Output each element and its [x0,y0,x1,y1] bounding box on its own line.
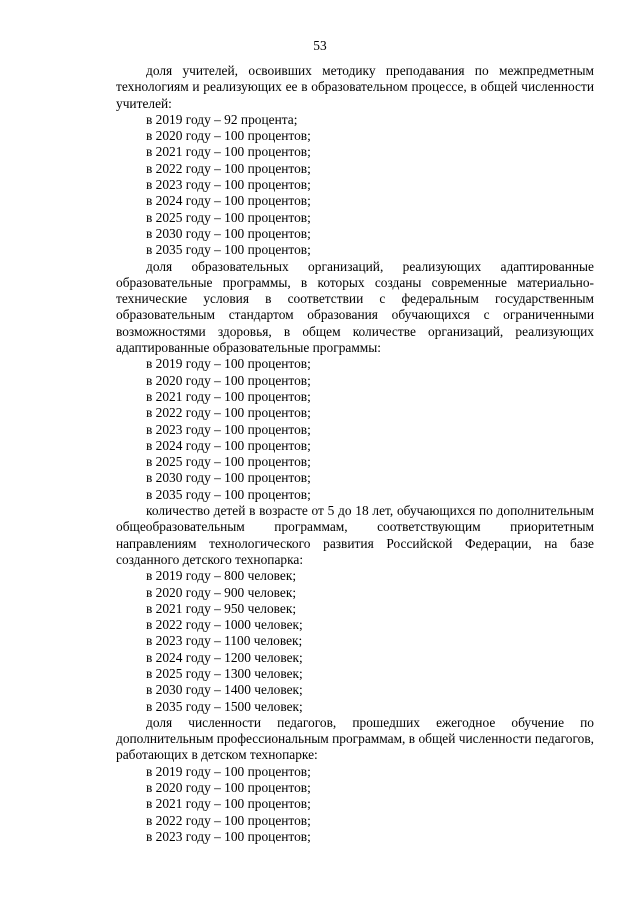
year-value-line: в 2022 году – 1000 человек; [146,617,303,633]
year-value-line: в 2022 году – 100 процентов; [146,160,311,176]
year-value-line: в 2035 году – 1500 человек; [146,698,303,714]
year-value-line: в 2020 году – 100 процентов; [146,780,311,796]
year-value-line: в 2025 году – 100 процентов; [146,454,311,470]
year-value-line: в 2022 году – 100 процентов; [146,812,311,828]
year-value-line: в 2019 году – 100 процентов; [146,356,311,372]
year-value-line: в 2021 году – 100 процентов; [146,144,311,160]
year-value-line: в 2024 году – 100 процентов; [146,193,311,209]
page-number: 53 [313,38,327,53]
year-value-line: в 2021 году – 950 человек; [146,600,297,616]
year-value-line: в 2019 году – 800 человек; [146,568,297,584]
year-value-line: в 2019 году – 92 процента; [146,111,298,127]
year-value-line: в 2020 году – 900 человек; [146,584,297,600]
year-value-line: в 2024 году – 100 процентов; [146,437,311,453]
year-value-line: в 2020 году – 100 процентов; [146,128,311,144]
section-technopark-teachers [116,715,594,845]
year-value-line: в 2021 году – 100 процентов; [146,388,311,404]
indicator-paragraph: доля численности педагогов, прошедших ежегодное обучение по дополнительным профессиональным программам, в общей численности педагогов, работающих в детском технопарке: [116,714,594,763]
section-teachers-methodology [116,63,594,259]
year-value-line: в 2023 году – 100 процентов; [146,828,311,844]
section-technopark-children [116,503,594,715]
year-value-line: в 2023 году – 100 процентов; [146,421,311,437]
year-value-line: в 2035 году – 100 процентов; [146,486,311,502]
year-value-line: в 2030 году – 100 процентов; [146,225,311,241]
year-value-line: в 2030 году – 1400 человек; [146,682,303,698]
section-adapted-programs [116,259,594,503]
year-value-line: в 2021 году – 100 процентов; [146,796,311,812]
year-value-line: в 2035 году – 100 процентов; [146,242,311,258]
year-value-line: в 2019 году – 100 процентов; [146,763,311,779]
year-value-line: в 2023 году – 100 процентов; [146,177,311,193]
indicator-paragraph: доля образовательных организаций, реализующих адаптированные образовательные программы, в которых созданы современные материально-технические условия в соответствии с федеральным государственным образовательным стандартом образования обучающихся с ограниченными возможностями здоровья, в общем количестве организаций, реализующих адаптированные образовательные программы: [116,258,594,356]
year-value-line: в 2024 году – 1200 человек; [146,649,303,665]
indicator-paragraph: количество детей в возрасте от 5 до 18 лет, обучающихся по дополнительным общеобразовательным программам, соответствующим приоритетным направлениям технологического развития Российской Федерации, на базе созданного детского технопарка: [116,503,594,567]
year-value-line: в 2020 году – 100 процентов; [146,372,311,388]
year-value-line: в 2030 году – 100 процентов; [146,470,311,486]
year-value-line: в 2025 году – 100 процентов; [146,209,311,225]
year-value-line: в 2023 году – 1100 человек; [146,633,303,649]
year-value-line: в 2022 году – 100 процентов; [146,405,311,421]
indicator-paragraph: доля учителей, освоивших методику преподавания по межпредметным технологиям и реализующих ее в образовательном процессе, в общей численности учителей: [116,63,594,111]
document-body [116,63,594,845]
year-value-line: в 2025 году – 1300 человек; [146,665,303,681]
